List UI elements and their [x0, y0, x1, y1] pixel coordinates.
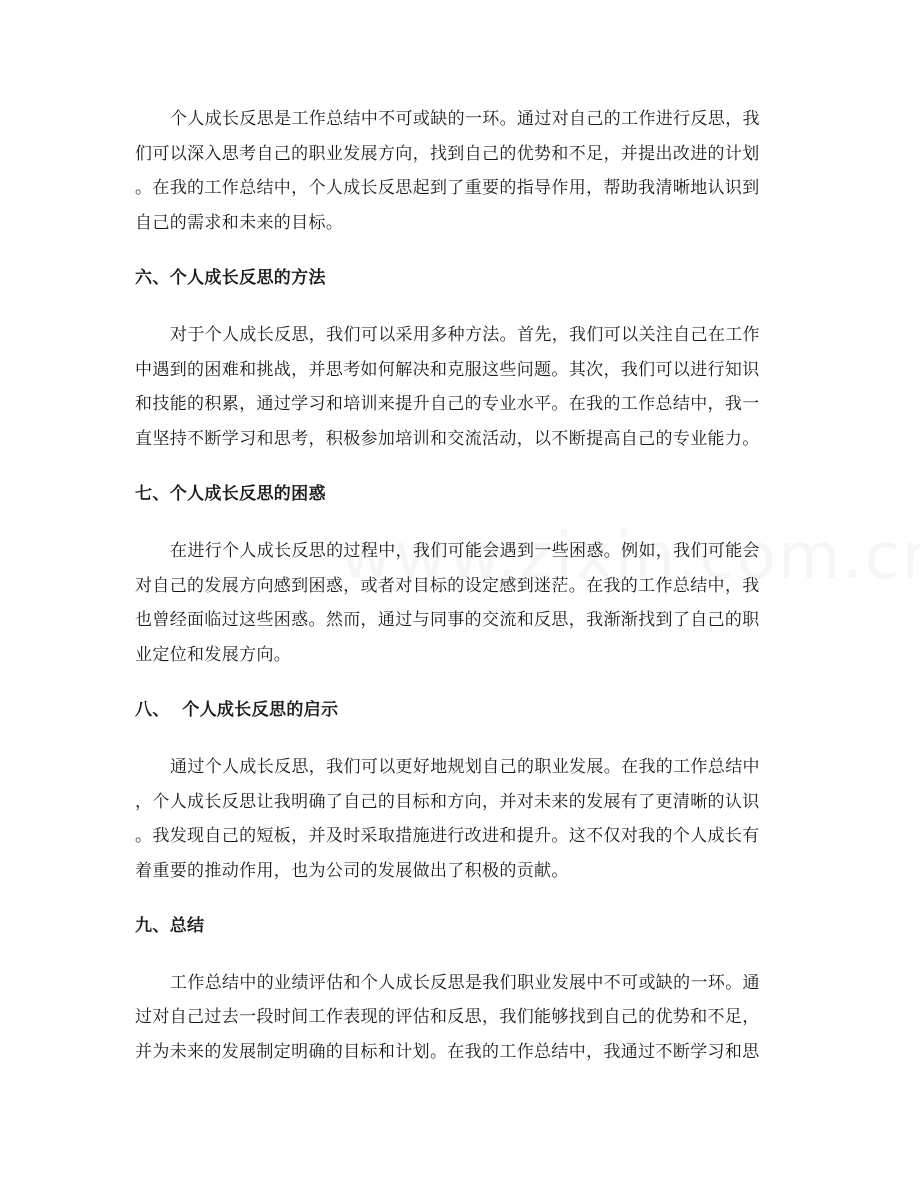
- paragraph-line: 自己的需求和未来的目标。: [135, 212, 344, 233]
- paragraph-line: ，个人成长反思让我明确了自己的目标和方向，并对未来的发展有了更清晰的认识: [135, 791, 760, 812]
- paragraph-line: 业定位和发展方向。: [135, 644, 292, 665]
- section-heading-insights: 八、 个人成长反思的启示: [135, 700, 339, 721]
- paragraph-line: 通过个人成长反思，我们可以更好地规划自己的职业发展。在我的工作总结中: [170, 756, 760, 777]
- section-heading-summary: 九、总结: [135, 916, 205, 937]
- section-heading-methods: 六、个人成长反思的方法: [135, 268, 326, 289]
- paragraph-insights: [135, 750, 785, 888]
- paragraph-line: 过对自己过去一段时间工作表现的评估和反思，我们能够找到自己的优势和不足，: [135, 1007, 760, 1028]
- paragraph-summary: [135, 966, 785, 1070]
- paragraph-line: 直坚持不断学习和思考，积极参加培训和交流活动，以不断提高自己的专业能力。: [135, 428, 760, 449]
- paragraph-line: 也曾经面临过这些困惑。然而，通过与同事的交流和反思，我渐渐找到了自己的职: [135, 610, 760, 631]
- paragraph-line: 。在我的工作总结中，个人成长反思起到了重要的指导作用，帮助我清晰地认识到: [135, 178, 760, 199]
- paragraph-line: 对自己的发展方向感到困惑，或者对目标的设定感到迷茫。在我的工作总结中，我: [135, 575, 760, 596]
- paragraph-line: 在进行个人成长反思的过程中，我们可能会遇到一些困惑。例如，我们可能会: [170, 540, 760, 561]
- paragraph-line: 对于个人成长反思，我们可以采用多种方法。首先，我们可以关注自己在工作: [170, 324, 760, 345]
- paragraph-confusion: [135, 534, 785, 672]
- paragraph-line: 工作总结中的业绩评估和个人成长反思是我们职业发展中不可或缺的一环。通: [170, 972, 760, 993]
- paragraph-methods: [135, 318, 785, 456]
- paragraph-line: 和技能的积累，通过学习和培训来提升自己的专业水平。在我的工作总结中，我一: [135, 394, 760, 415]
- document-body: [135, 102, 785, 1070]
- paragraph-line: 们可以深入思考自己的职业发展方向，找到自己的优势和不足，并提出改进的计划: [135, 143, 760, 164]
- paragraph-line: 。我发现自己的短板，并及时采取措施进行改进和提升。这不仅对我的个人成长有: [135, 826, 760, 847]
- paragraph-line: 着重要的推动作用，也为公司的发展做出了积极的贡献。: [135, 860, 569, 881]
- paragraph-personal-growth-reflection: [135, 102, 785, 240]
- paragraph-line: 中遇到的困难和挑战，并思考如何解决和克服这些问题。其次，我们可以进行知识: [135, 359, 760, 380]
- section-heading-confusion: 七、个人成长反思的困惑: [135, 484, 326, 505]
- paragraph-line: 并为未来的发展制定明确的目标和计划。在我的工作总结中，我通过不断学习和思: [135, 1042, 760, 1063]
- paragraph-line: 个人成长反思是工作总结中不可或缺的一环。通过对自己的工作进行反思，我: [170, 109, 760, 129]
